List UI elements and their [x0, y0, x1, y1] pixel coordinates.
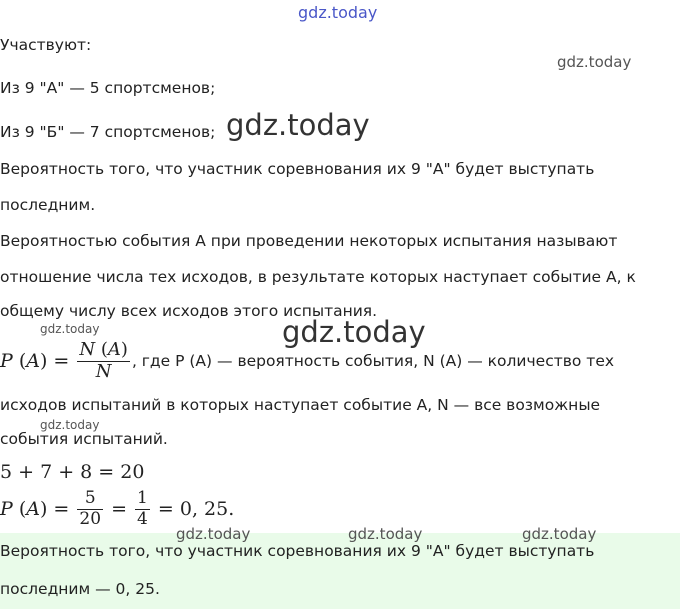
watermark-large: gdz.today — [226, 108, 370, 142]
answer-line2: последним — 0, 25. — [0, 580, 160, 598]
probability-question-line2: последним. — [0, 196, 96, 214]
formula-explanation-line2: исходов испытаний в которых наступает событие A, N — все возможные — [0, 396, 601, 414]
definition-line2: отношение числа тех исходов, в результате которых наступает событие A, к — [0, 268, 636, 286]
probability-question-line1: Вероятность того, что участник соревнования их 9 "А" будет выступать — [0, 160, 595, 178]
watermark: gdz.today — [176, 525, 251, 543]
participants-heading: Участвуют: — [0, 36, 92, 54]
watermark-small: gdz.today — [40, 418, 100, 432]
result-equation: P ( A ) = $\frac{5}{20}$ = $\frac{1}{4}$ = 0, 25. — [0, 487, 235, 529]
sum-equation: 5 + 7 + 8 = 20 — [0, 461, 145, 483]
watermark-small: gdz.today — [40, 322, 100, 336]
formula-fraction: $\frac{N (A)}{N}$ — [79, 338, 128, 382]
probability-formula: P ( A ) = $\frac{N (A)}{N}$ , где P (A) — вероятность события, N (A) — количество тех — [0, 338, 615, 382]
answer-line1: Вероятность того, что участник соревнования их 9 "А" будет выступать — [0, 542, 595, 560]
watermark: gdz.today — [522, 525, 597, 543]
class-a-line: Из 9 "А" — 5 спортсменов; — [0, 79, 216, 97]
formula-explanation-line3: события испытаний. — [0, 430, 168, 448]
definition-line1: Вероятностью события A при проведении некоторых испытания называют — [0, 232, 618, 250]
formula-explanation: , где P (A) — вероятность события, N (A) — количество тех — [131, 352, 615, 370]
class-b-line: Из 9 "Б" — 7 спортсменов; — [0, 123, 216, 141]
watermark: gdz.today — [348, 525, 423, 543]
watermark-large: gdz.today — [282, 315, 426, 349]
watermark-top: gdz.today — [298, 3, 378, 22]
watermark: gdz.today — [557, 53, 632, 71]
definition-line3: общему числу всех исходов этого испытания. — [0, 302, 378, 320]
